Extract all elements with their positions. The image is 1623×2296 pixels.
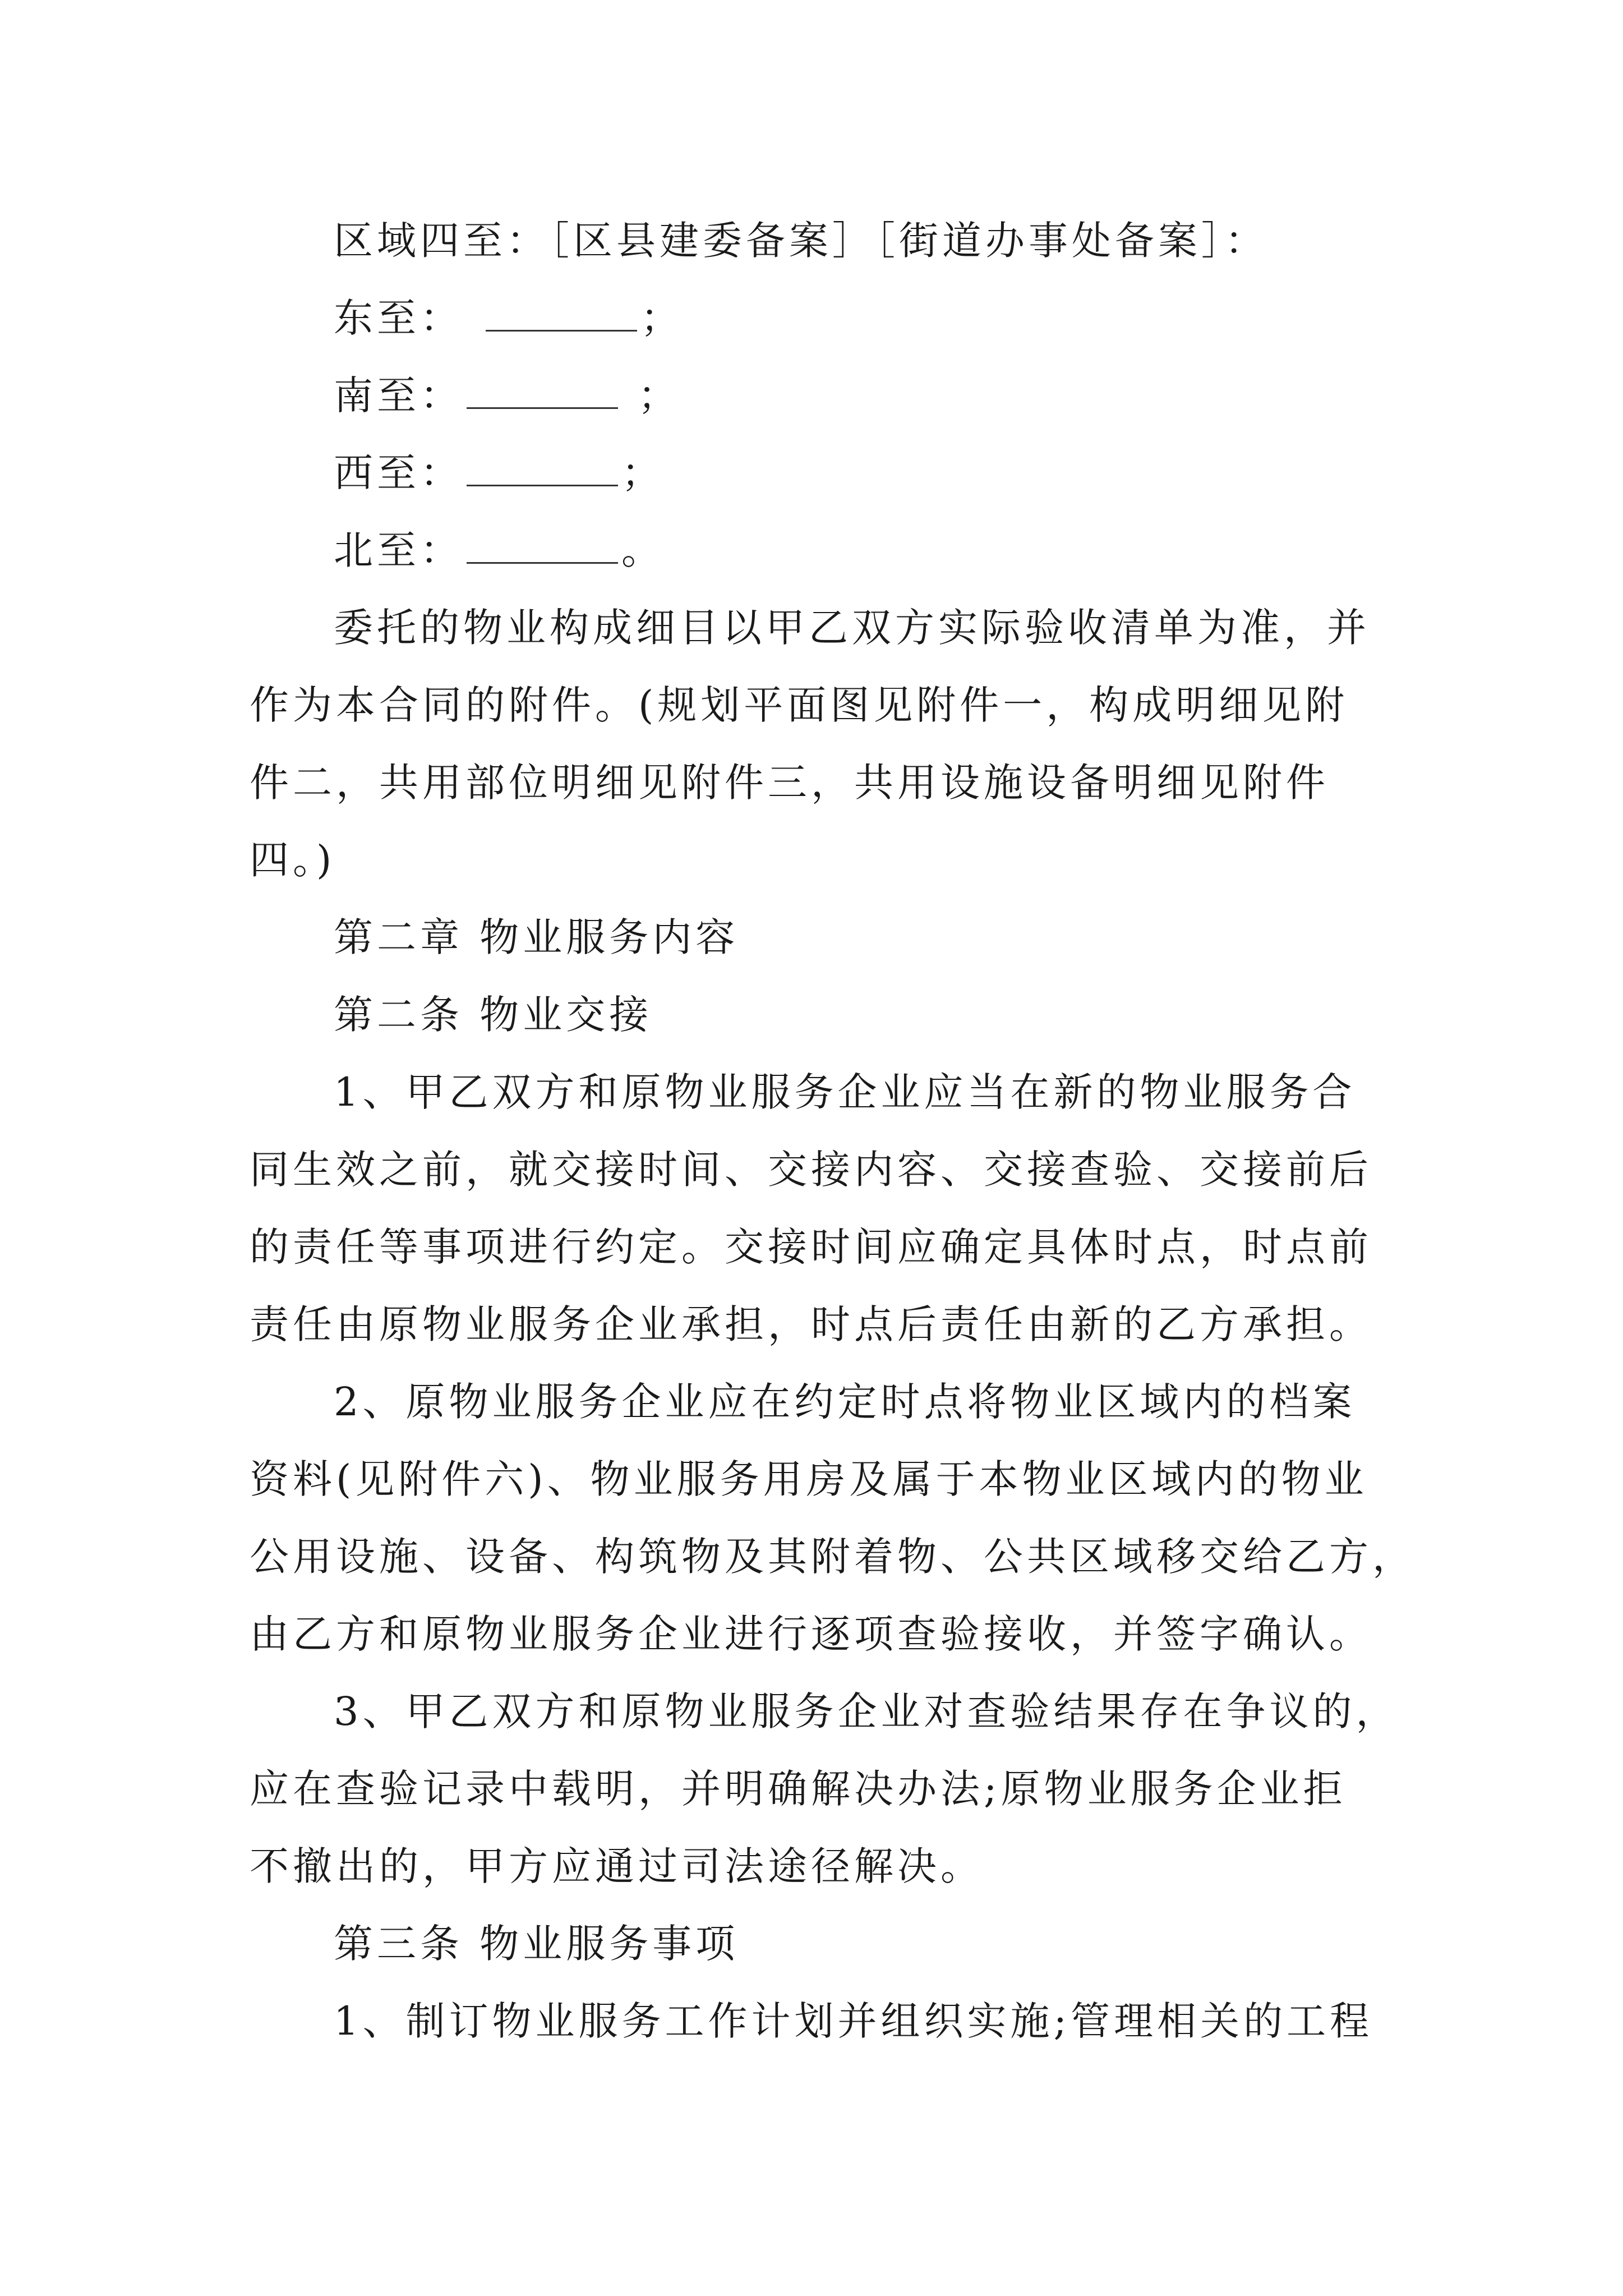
- fill-blank: [486, 296, 637, 332]
- article-title: 第二条 物业交接: [334, 992, 653, 1038]
- text-line: 公用设施、设备、构筑物及其附着物、公共区域移交给乙方，: [250, 1534, 1415, 1580]
- boundary-punct: ；: [621, 450, 665, 496]
- text-line: 责任由原物业服务企业承担，时点后责任由新的乙方承担。: [250, 1301, 1372, 1347]
- chapter-title: 第二章 物业服务内容: [334, 914, 739, 960]
- text-line: 应在查验记录中载明，并明确解决办法;原物业服务企业拒: [250, 1766, 1347, 1812]
- text-line: 由乙方和原物业服务企业进行逐项查验接收，并签字确认。: [250, 1611, 1372, 1657]
- document-body: [250, 202, 1415, 2060]
- text-line: 件二，共用部位明细见附件三，共用设施设备明细见附件: [250, 760, 1329, 806]
- text-line: 四。): [250, 837, 336, 883]
- text-line: 的责任等事项进行约定。交接时间应确定具体时点，时点前: [250, 1224, 1372, 1270]
- text-line: 1、甲乙双方和原物业服务企业应当在新的物业服务合: [334, 1069, 1356, 1115]
- paragraph-item-3-1: [250, 1982, 1377, 2060]
- text-line: 委托的物业构成细目以甲乙双方实际验收清单为准，并: [334, 605, 1370, 651]
- paragraph-item-2-2: [250, 1363, 1415, 1673]
- text-line: 1、制订物业服务工作计划并组织实施;管理相关的工程: [334, 1998, 1373, 2044]
- boundary-punct: ；: [621, 372, 681, 418]
- fill-blank: [467, 528, 618, 564]
- text-line: 不撤出的，甲方应通过司法途径解决。: [250, 1843, 984, 1889]
- article-title: 第三条 物业服务事项: [334, 1921, 739, 1967]
- fill-blank: [467, 374, 618, 409]
- boundary-punct: ；: [640, 295, 684, 341]
- boundary-label: 西至：: [334, 450, 463, 496]
- boundary-north: [250, 512, 1377, 589]
- text-line: 3、甲乙双方和原物业服务企业对查验结果存在争议的，: [334, 1688, 1399, 1734]
- paragraph-item-2-1: [250, 1053, 1377, 1363]
- boundary-east: [250, 279, 1377, 357]
- boundary-south: [250, 357, 1377, 434]
- paragraph-property-details: [250, 589, 1377, 899]
- boundary-label: 北至：: [334, 527, 463, 573]
- boundary-punct: 。: [621, 527, 665, 573]
- area-boundary-heading: 区域四至：［区县建委备案］［街道办事处备案］：: [334, 218, 1268, 264]
- paragraph-item-2-3: [250, 1673, 1399, 1905]
- boundary-west: [250, 434, 1377, 512]
- fill-blank: [467, 451, 618, 486]
- text-line: 作为本合同的附件。(规划平面图见附件一，构成明细见附: [250, 682, 1349, 728]
- text-line: 资料(见附件六)、物业服务用房及属于本物业区域内的物业: [250, 1456, 1368, 1502]
- text-line: 同生效之前，就交接时间、交接内容、交接查验、交接前后: [250, 1147, 1372, 1193]
- text-line: 2、原物业服务企业应在约定时点将物业区域内的档案: [334, 1379, 1356, 1425]
- boundary-label: 南至：: [334, 372, 463, 418]
- boundary-label: 东至：: [334, 295, 463, 341]
